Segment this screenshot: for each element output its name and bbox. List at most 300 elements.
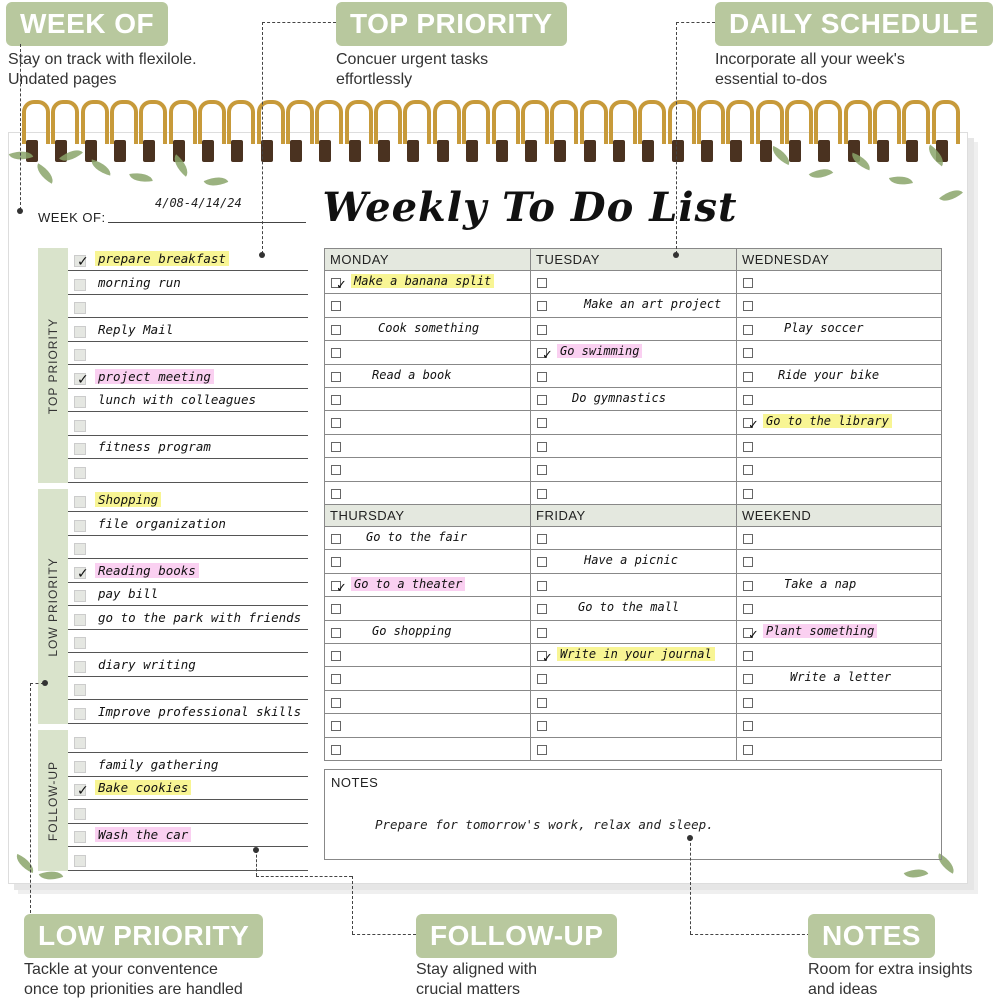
priority-row[interactable]	[68, 583, 308, 606]
day-task-row[interactable]	[325, 458, 530, 481]
checkbox[interactable]	[331, 674, 341, 684]
day-column	[530, 248, 737, 505]
top-priority-leader-dot	[259, 252, 265, 258]
checkbox[interactable]	[537, 721, 547, 731]
day-task-row[interactable]	[325, 574, 530, 597]
day-task-text: Make an art project	[584, 297, 722, 312]
spiral-ring-icon	[902, 100, 922, 166]
follow-up-leader-dot	[253, 847, 259, 853]
day-task-row[interactable]	[737, 458, 941, 481]
checkbox[interactable]	[743, 604, 753, 614]
checkmark-icon: ✓	[748, 418, 759, 434]
checkbox[interactable]	[74, 467, 86, 479]
checkbox[interactable]	[331, 604, 341, 614]
checkbox[interactable]	[74, 420, 86, 432]
day-task-row[interactable]	[737, 365, 941, 388]
week-of-leader-dot	[17, 208, 23, 214]
priority-row[interactable]	[68, 630, 308, 653]
follow-up-leader-h1	[256, 876, 352, 877]
day-task-row[interactable]	[531, 482, 736, 505]
planner-title: Weekly To Do List	[322, 184, 738, 231]
priority-section	[38, 248, 308, 483]
checkmark-icon: ✓	[336, 580, 347, 596]
day-task-row[interactable]	[737, 644, 941, 667]
priority-row[interactable]	[68, 248, 308, 271]
checkmark-icon: ✓	[77, 254, 89, 270]
checkmark-icon: ✓	[77, 371, 89, 388]
priority-section	[38, 489, 308, 724]
priority-task-text: prepare breakfast	[95, 251, 229, 266]
checkbox[interactable]	[537, 698, 547, 708]
checkbox[interactable]	[537, 301, 547, 311]
checkbox[interactable]	[331, 278, 347, 293]
notes-badge: NOTES	[808, 914, 935, 958]
day-task-row[interactable]	[737, 691, 941, 714]
notes-leader-v	[690, 838, 691, 934]
spiral-ring-icon	[873, 100, 893, 166]
checkbox[interactable]	[537, 489, 547, 499]
checkbox[interactable]	[74, 543, 86, 555]
notes-description: Room for extra insights and ideas	[808, 961, 973, 998]
priority-row[interactable]	[68, 342, 308, 365]
day-header: WEEKEND	[737, 505, 941, 527]
spiral-binding	[22, 100, 952, 170]
priority-row[interactable]	[68, 513, 308, 536]
day-task-text: Go to the library	[763, 414, 892, 428]
checkbox[interactable]	[74, 761, 86, 773]
day-task-row[interactable]	[531, 318, 736, 341]
checkbox[interactable]	[74, 443, 86, 455]
day-task-row[interactable]	[737, 527, 941, 550]
week-of-badge: WEEK OF	[6, 2, 168, 46]
checkbox[interactable]	[74, 855, 86, 867]
spiral-ring-icon	[110, 100, 130, 166]
checkbox[interactable]	[537, 278, 547, 288]
checkbox[interactable]	[74, 808, 86, 820]
notes-label: NOTES	[331, 775, 379, 790]
follow-up-leader-v2	[352, 876, 353, 934]
day-header: THURSDAY	[325, 505, 530, 527]
spiral-ring-icon	[403, 100, 423, 166]
checkbox[interactable]	[743, 395, 753, 405]
checkbox[interactable]	[74, 708, 86, 720]
checkbox[interactable]	[537, 650, 553, 666]
priority-row[interactable]	[68, 848, 308, 871]
low-priority-leader-dot	[42, 680, 48, 686]
week-of-description: Stay on track with flexilole. Undated pages	[8, 51, 197, 88]
day-task-text: Write in your journal	[557, 647, 715, 661]
checkbox[interactable]	[74, 302, 86, 314]
day-task-row[interactable]	[531, 365, 736, 388]
daily-schedule-grid	[324, 248, 942, 760]
day-column	[736, 248, 942, 505]
day-task-row[interactable]	[325, 597, 530, 620]
priority-row[interactable]	[68, 389, 308, 412]
checkbox[interactable]	[743, 698, 753, 708]
spiral-ring-icon	[697, 100, 717, 166]
checkbox[interactable]	[743, 627, 759, 643]
day-task-row[interactable]	[325, 691, 530, 714]
day-task-row[interactable]	[737, 574, 941, 597]
priority-task-text: family gathering	[98, 756, 219, 772]
week-of-line	[108, 222, 306, 223]
priority-task-text: go to the park with friends	[98, 609, 302, 625]
priority-row[interactable]	[68, 754, 308, 777]
priority-task-text: project meeting	[95, 369, 214, 384]
day-task-row[interactable]	[325, 644, 530, 667]
day-task-row[interactable]	[531, 644, 736, 667]
day-task-text: Go to the mall	[578, 600, 680, 615]
day-task-row[interactable]	[531, 458, 736, 481]
notes-leader-dot	[687, 835, 693, 841]
spiral-ring-icon	[638, 100, 658, 166]
day-task-row[interactable]	[737, 341, 941, 364]
day-task-row[interactable]	[737, 621, 941, 644]
day-task-row[interactable]	[737, 482, 941, 505]
day-task-text: Write a letter	[790, 670, 892, 685]
spiral-ring-icon	[433, 100, 453, 166]
checkbox[interactable]	[74, 279, 86, 291]
day-task-text: Plant something	[763, 624, 877, 638]
checkbox[interactable]	[743, 278, 753, 288]
checkbox[interactable]	[74, 783, 89, 799]
day-task-row[interactable]	[531, 341, 736, 364]
day-task-row[interactable]	[325, 318, 530, 341]
checkbox[interactable]	[743, 581, 753, 591]
week-of-value: 4/08-4/14/24	[155, 196, 242, 210]
day-task-text: Go swimming	[557, 344, 642, 358]
checkbox[interactable]	[743, 745, 753, 755]
day-task-row[interactable]	[531, 388, 736, 411]
checkbox[interactable]	[331, 557, 341, 567]
priority-task-text: fitness program	[98, 439, 211, 454]
spiral-ring-icon	[580, 100, 600, 166]
checkmark-icon: ✓	[748, 627, 759, 643]
top-priority-description: Concuer urgent tasks effortlessly	[336, 51, 489, 88]
day-task-row[interactable]	[325, 482, 530, 505]
checkmark-icon: ✓	[77, 783, 89, 799]
day-task-row[interactable]	[325, 667, 530, 690]
checkbox[interactable]	[743, 721, 753, 731]
checkbox[interactable]	[331, 325, 341, 335]
priority-row[interactable]	[68, 319, 308, 342]
checkbox[interactable]	[331, 442, 341, 452]
day-task-row[interactable]	[737, 388, 941, 411]
notes-leader-h	[690, 934, 810, 935]
priority-task-text: Reply Mail	[98, 321, 174, 337]
priority-row[interactable]	[68, 460, 308, 483]
checkbox[interactable]	[743, 301, 753, 311]
checkbox[interactable]	[331, 418, 341, 428]
spiral-ring-icon	[81, 100, 101, 166]
priority-task-text: Reading books	[95, 563, 199, 578]
day-task-row[interactable]	[531, 411, 736, 434]
priority-row[interactable]	[68, 272, 308, 295]
checkbox[interactable]	[331, 651, 341, 661]
priority-row[interactable]	[68, 413, 308, 436]
day-task-row[interactable]	[325, 738, 530, 761]
spiral-ring-icon	[814, 100, 834, 166]
checkbox[interactable]	[74, 831, 86, 843]
day-task-text: Play soccer	[784, 320, 864, 335]
day-task-row[interactable]	[737, 550, 941, 573]
checkbox[interactable]	[537, 325, 547, 335]
low-priority-description: Tackle at your conventence once top prionities are handled	[24, 961, 243, 998]
checkbox[interactable]	[537, 628, 547, 638]
spiral-ring-icon	[198, 100, 218, 166]
checkbox[interactable]	[74, 590, 86, 602]
checkbox[interactable]	[743, 489, 753, 499]
priority-section-label	[38, 489, 68, 724]
week-of-leader	[20, 44, 21, 210]
day-task-text: Go shopping	[372, 623, 452, 638]
checkbox[interactable]	[537, 557, 547, 567]
priority-row[interactable]	[68, 607, 308, 630]
day-task-text: Do gymnastics	[572, 390, 666, 405]
checkbox[interactable]	[74, 661, 86, 673]
spiral-ring-icon	[286, 100, 306, 166]
spiral-ring-icon	[492, 100, 512, 166]
day-task-text: Take a nap	[784, 576, 857, 591]
checkbox[interactable]	[743, 651, 753, 661]
checkbox[interactable]	[743, 418, 759, 434]
priority-task-text: Wash the car	[95, 827, 191, 842]
day-column	[324, 504, 531, 761]
priority-row[interactable]	[68, 489, 308, 512]
checkbox[interactable]	[331, 395, 341, 405]
daily-schedule-leader-h	[676, 22, 715, 23]
checkbox[interactable]	[743, 442, 753, 452]
day-task-row[interactable]	[325, 411, 530, 434]
priority-panel	[38, 248, 308, 860]
priority-task-text: pay bill	[98, 586, 159, 601]
day-column	[736, 504, 942, 761]
priority-section-title: TOP PRIORITY	[46, 317, 60, 414]
checkbox[interactable]	[331, 348, 341, 358]
day-task-row[interactable]	[531, 271, 736, 294]
priority-task-text: Shopping	[95, 492, 161, 507]
spiral-ring-icon	[345, 100, 365, 166]
top-priority-leader-v	[262, 22, 263, 254]
priority-row[interactable]	[68, 824, 308, 847]
spiral-ring-icon	[521, 100, 541, 166]
day-task-text: Make a banana split	[351, 274, 494, 288]
priority-task-text: morning run	[98, 274, 181, 290]
checkbox[interactable]	[331, 628, 341, 638]
day-column	[530, 504, 737, 761]
priority-row[interactable]	[68, 436, 308, 459]
checkmark-icon: ✓	[336, 278, 347, 293]
checkbox[interactable]	[74, 326, 86, 338]
daily-schedule-badge: DAILY SCHEDULE	[715, 2, 993, 46]
checkbox[interactable]	[331, 465, 341, 475]
day-task-row[interactable]	[531, 738, 736, 761]
low-priority-badge: LOW PRIORITY	[24, 914, 263, 958]
daily-schedule-leader-v	[676, 22, 677, 254]
checkmark-icon: ✓	[542, 650, 553, 666]
checkbox[interactable]	[537, 674, 547, 684]
checkbox[interactable]	[331, 534, 341, 544]
day-task-row[interactable]	[325, 527, 530, 550]
day-task-row[interactable]	[531, 294, 736, 317]
follow-up-description: Stay aligned with crucial matters	[416, 961, 537, 998]
checkbox[interactable]	[537, 348, 553, 364]
priority-row[interactable]	[68, 536, 308, 559]
day-column	[324, 248, 531, 505]
checkbox[interactable]	[74, 637, 86, 649]
spiral-ring-icon	[257, 100, 277, 166]
day-task-row[interactable]	[531, 667, 736, 690]
priority-task-text: Improve professional skills	[98, 703, 302, 719]
checkbox[interactable]	[74, 349, 86, 361]
day-task-row[interactable]	[325, 271, 530, 294]
priority-task-text: diary writing	[98, 656, 196, 672]
notes-box[interactable]	[324, 769, 942, 860]
day-task-text: Go to a theater	[351, 577, 465, 591]
spiral-ring-icon	[139, 100, 159, 166]
day-task-row[interactable]	[737, 294, 941, 317]
checkbox[interactable]	[74, 496, 86, 508]
day-task-text: Cook something	[378, 320, 480, 335]
follow-up-badge: FOLLOW-UP	[416, 914, 617, 958]
day-task-text: Have a picnic	[584, 553, 678, 568]
spiral-ring-icon	[609, 100, 629, 166]
day-task-row[interactable]	[737, 435, 941, 458]
checkbox[interactable]	[537, 581, 547, 591]
priority-task-text: lunch with colleagues	[98, 392, 257, 407]
day-task-row[interactable]	[531, 527, 736, 550]
checkbox[interactable]	[537, 372, 547, 382]
checkbox[interactable]	[537, 745, 547, 755]
checkbox[interactable]	[537, 395, 547, 405]
day-task-row[interactable]	[737, 271, 941, 294]
day-task-row[interactable]	[737, 411, 941, 434]
checkbox[interactable]	[331, 721, 341, 731]
checkbox[interactable]	[743, 557, 753, 567]
daily-schedule-leader-dot	[673, 252, 679, 258]
priority-task-text: Bake cookies	[95, 780, 191, 795]
day-task-row[interactable]	[325, 388, 530, 411]
checkbox[interactable]	[74, 565, 89, 582]
checkbox[interactable]	[74, 737, 86, 749]
day-task-row[interactable]	[737, 667, 941, 690]
day-task-row[interactable]	[325, 435, 530, 458]
checkbox[interactable]	[74, 614, 86, 626]
checkbox[interactable]	[537, 604, 547, 614]
checkbox[interactable]	[331, 745, 341, 755]
checkbox[interactable]	[74, 254, 89, 270]
checkbox[interactable]	[331, 698, 341, 708]
checkmark-icon: ✓	[542, 348, 553, 364]
day-task-row[interactable]	[325, 714, 530, 737]
day-task-text: Go to the fair	[366, 530, 468, 544]
day-task-text: Read a book	[372, 367, 452, 382]
checkbox[interactable]	[537, 465, 547, 475]
day-task-row[interactable]	[737, 714, 941, 737]
priority-row[interactable]	[68, 801, 308, 824]
checkbox[interactable]	[743, 372, 753, 382]
priority-section-label	[38, 248, 68, 483]
day-task-row[interactable]	[325, 621, 530, 644]
checkbox[interactable]	[74, 520, 86, 532]
checkbox[interactable]	[331, 301, 341, 311]
notes-text: Prepare for tomorrow's work, relax and sleep.	[375, 817, 714, 832]
spiral-ring-icon	[726, 100, 746, 166]
checkbox[interactable]	[331, 580, 347, 596]
checkbox[interactable]	[537, 418, 547, 428]
checkbox[interactable]	[743, 325, 753, 335]
checkbox[interactable]	[74, 396, 86, 408]
checkbox[interactable]	[743, 534, 753, 544]
day-task-row[interactable]	[531, 691, 736, 714]
checkbox[interactable]	[743, 465, 753, 475]
checkbox[interactable]	[331, 372, 341, 382]
spiral-ring-icon	[785, 100, 805, 166]
priority-row[interactable]	[68, 677, 308, 700]
day-task-row[interactable]	[737, 597, 941, 620]
priority-row[interactable]	[68, 560, 308, 583]
day-task-text: Ride your bike	[778, 367, 880, 382]
spiral-ring-icon	[374, 100, 394, 166]
priority-section-title: FOLLOW-UP	[46, 760, 60, 841]
checkbox[interactable]	[331, 489, 341, 499]
top-priority-leader-h	[262, 22, 336, 23]
follow-up-leader-v1	[256, 850, 257, 876]
priority-row[interactable]	[68, 701, 308, 724]
day-task-row[interactable]	[531, 621, 736, 644]
checkbox[interactable]	[74, 371, 89, 388]
day-task-row[interactable]	[531, 435, 736, 458]
priority-row[interactable]	[68, 366, 308, 389]
day-task-row[interactable]	[325, 550, 530, 573]
day-header: WEDNESDAY	[737, 249, 941, 271]
spiral-ring-icon	[756, 100, 776, 166]
priority-section-title: LOW PRIORITY	[46, 556, 60, 657]
priority-row[interactable]	[68, 730, 308, 753]
spiral-ring-icon	[668, 100, 688, 166]
priority-section-label	[38, 730, 68, 871]
spiral-ring-icon	[550, 100, 570, 166]
daily-schedule-description: Incorporate all your week's essential to-dos	[715, 51, 905, 88]
priority-row[interactable]	[68, 777, 308, 800]
priority-row[interactable]	[68, 654, 308, 677]
day-task-row[interactable]	[325, 341, 530, 364]
checkbox[interactable]	[74, 684, 86, 696]
priority-row[interactable]	[68, 295, 308, 318]
day-task-row[interactable]	[737, 318, 941, 341]
checkbox[interactable]	[537, 442, 547, 452]
priority-section	[38, 730, 308, 871]
day-task-row[interactable]	[325, 365, 530, 388]
checkbox[interactable]	[537, 534, 547, 544]
follow-up-leader-h2	[352, 934, 416, 935]
checkbox[interactable]	[743, 674, 753, 684]
day-task-row[interactable]	[531, 714, 736, 737]
spiral-ring-icon	[462, 100, 482, 166]
day-task-row[interactable]	[737, 738, 941, 761]
day-header: MONDAY	[325, 249, 530, 271]
top-priority-badge: TOP PRIORITY	[336, 2, 567, 46]
day-task-row[interactable]	[531, 574, 736, 597]
day-header: FRIDAY	[531, 505, 736, 527]
day-task-row[interactable]	[325, 294, 530, 317]
day-task-row[interactable]	[531, 597, 736, 620]
checkbox[interactable]	[743, 348, 753, 358]
day-task-row[interactable]	[531, 550, 736, 573]
checkmark-icon: ✓	[77, 565, 89, 582]
low-priority-leader-v	[30, 683, 31, 913]
spiral-ring-icon	[227, 100, 247, 166]
